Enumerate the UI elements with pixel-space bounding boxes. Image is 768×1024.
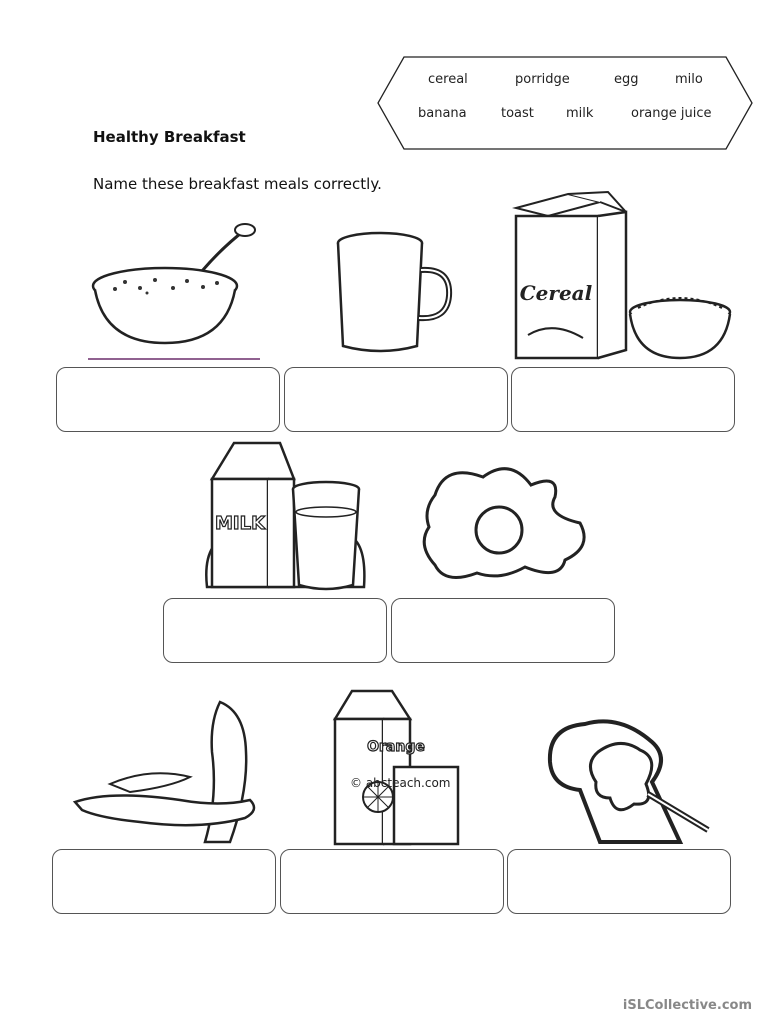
word-bank-border (377, 56, 753, 151)
answer-box-cereal[interactable] (511, 367, 735, 432)
word-bank-item: toast (501, 106, 534, 121)
banana-icon (70, 692, 270, 852)
word-bank (377, 56, 753, 151)
cereal-box-label: Cereal (519, 281, 593, 305)
answer-box-milk[interactable] (163, 598, 387, 663)
instruction-text: Name these breakfast meals correctly. (93, 175, 382, 193)
answer-box-orange-juice[interactable] (280, 849, 504, 914)
milk-carton-icon (202, 437, 367, 595)
milk-carton-label: MILK (214, 513, 266, 534)
word-bank-item: milk (566, 106, 594, 121)
cereal-box-icon (508, 190, 733, 362)
word-bank-item: egg (614, 72, 639, 87)
word-bank-item: milo (675, 72, 703, 87)
page-title: Healthy Breakfast (93, 128, 246, 146)
porridge-bowl-icon (85, 218, 265, 363)
answer-box-banana[interactable] (52, 849, 276, 914)
answer-box-egg[interactable] (391, 598, 615, 663)
juice-watermark: © abcteach.com (350, 776, 451, 790)
orange-juice-icon (330, 687, 465, 849)
toast-icon (540, 712, 715, 844)
answer-box-toast[interactable] (507, 849, 731, 914)
word-bank-item: banana (418, 106, 467, 121)
juice-carton-label: Orange (367, 739, 425, 755)
fried-egg-icon (415, 455, 595, 587)
word-bank-item: orange juice (631, 106, 712, 121)
answer-box-porridge[interactable] (56, 367, 280, 432)
word-bank-item: porridge (515, 72, 570, 87)
answer-box-milo[interactable] (284, 367, 508, 432)
mug-icon (333, 228, 453, 360)
word-bank-item: cereal (428, 72, 468, 87)
site-watermark: iSLCollective.com (622, 998, 752, 1013)
